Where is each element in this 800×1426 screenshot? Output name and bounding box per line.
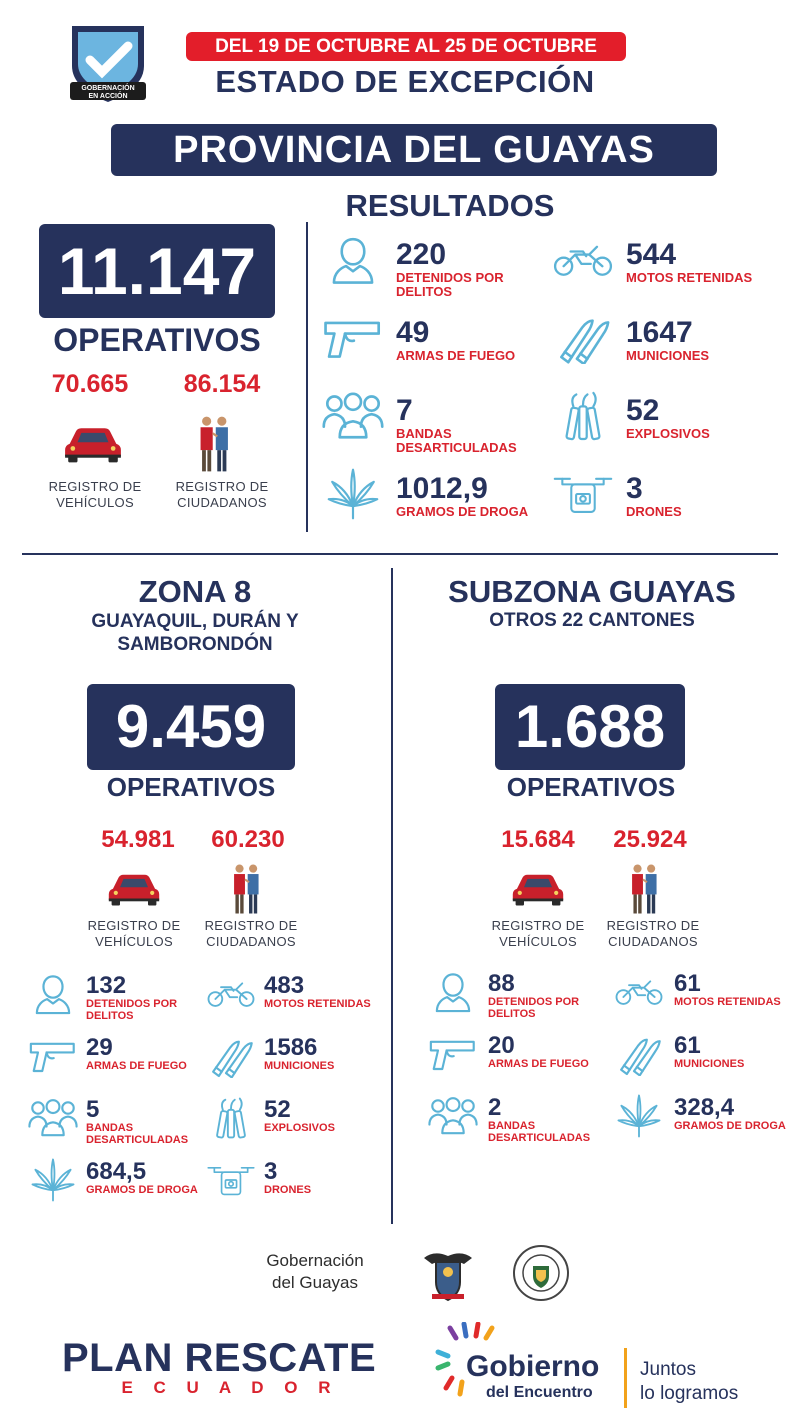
stat-label: BANDAS DESARTICULADAS — [86, 1122, 189, 1146]
stat-value: 5 — [86, 1096, 100, 1123]
stat-label: EXPLOSIVOS — [626, 426, 710, 441]
car-icon — [510, 866, 566, 910]
stat-value: 61 — [674, 1032, 701, 1059]
zone-divider — [391, 568, 393, 1224]
stat-label: EXPLOSIVOS — [264, 1122, 335, 1134]
zona8-operativos-value: 9.459 — [87, 684, 295, 770]
plan-rescate-title: PLAN RESCATE — [62, 1336, 377, 1380]
zona8-citizens-label: REGISTRO DE CIUDADANOS — [204, 918, 298, 949]
stat-value: 1012,9 — [396, 472, 488, 505]
dynamite-icon — [206, 1096, 256, 1140]
province-citizens-label: REGISTRO DE CIUDADANOS — [175, 479, 269, 510]
person-icon — [428, 970, 478, 1014]
province-operativos-value: 11.147 — [39, 224, 275, 318]
stat-label: MUNICIONES — [626, 348, 710, 363]
person-icon — [322, 234, 384, 286]
gobernacion-badge-logo — [64, 20, 152, 104]
juntos-line1: Juntos — [640, 1359, 696, 1380]
stat-value: 132 — [86, 972, 127, 999]
stat-label: ARMAS DE FUEGO — [396, 348, 516, 363]
stat-value: 684,5 — [86, 1158, 147, 1185]
page-title: ESTADO DE EXCEPCIÓN — [215, 64, 595, 99]
results-heading: RESULTADOS — [345, 188, 555, 223]
subzona-vehicles-value: 15.684 — [501, 826, 575, 853]
stat-value: 3 — [626, 472, 643, 505]
province-operativos-label: OPERATIVOS — [53, 322, 261, 358]
cannabis-icon — [322, 468, 384, 520]
footer-divider — [624, 1348, 627, 1408]
stat-value: 544 — [626, 238, 677, 271]
national-coat-of-arms-icon — [418, 1244, 478, 1304]
zona8-title: ZONA 8 — [138, 574, 252, 609]
stat-label: DETENIDOS POR DELITOS — [396, 270, 504, 299]
zona8-vehicles-value: 54.981 — [101, 826, 175, 853]
stat-value: 1586 — [264, 1034, 318, 1061]
svg-text:EN ACCIÓN: EN ACCIÓN — [88, 93, 128, 100]
province-vehicles-value: 70.665 — [51, 370, 129, 398]
car-icon — [62, 418, 124, 468]
gobernacion-line1: Gobernación — [266, 1251, 364, 1270]
stat-value: 49 — [396, 316, 430, 349]
bullets-icon — [206, 1034, 256, 1078]
province-vehicles-label: REGISTRO DE VEHÍCULOS — [48, 479, 142, 510]
gobierno-wordmark: Gobierno — [466, 1350, 600, 1383]
juntos-line2: lo logramos — [640, 1383, 739, 1404]
subzona-operativos-label: OPERATIVOS — [506, 772, 676, 802]
subzona-operativos-value: 1.688 — [495, 684, 685, 770]
svg-text:GOBERNACIÓN: GOBERNACIÓN — [81, 85, 135, 92]
stat-value: 1647 — [626, 316, 693, 349]
motorcycle-icon — [206, 972, 256, 1016]
stat-value: 3 — [264, 1158, 278, 1185]
zona8-vehicles-label: REGISTRO DE VEHÍCULOS — [87, 918, 181, 949]
stat-label: DETENIDOS POR DELITOS — [488, 996, 580, 1020]
stat-value: 29 — [86, 1034, 113, 1061]
plan-rescate-subtitle: E C U A D O R — [121, 1378, 339, 1397]
group-icon — [428, 1094, 478, 1138]
stat-label: DRONES — [264, 1184, 312, 1196]
vertical-divider — [306, 222, 308, 532]
province-citizens-value: 86.154 — [183, 370, 261, 398]
subzona-citizens-value: 25.924 — [613, 826, 687, 853]
stat-label: DRONES — [626, 504, 682, 519]
car-icon — [106, 866, 162, 910]
bullets-icon — [614, 1032, 664, 1076]
stat-label: BANDAS DESARTICULADAS — [488, 1120, 591, 1144]
stat-value: 7 — [396, 394, 413, 427]
gobernacion-line2: del Guayas — [272, 1273, 358, 1292]
stat-label: GRAMOS DE DROGA — [396, 504, 529, 519]
stat-label: MOTOS RETENIDAS — [264, 998, 371, 1010]
subzona-subtitle: OTROS 22 CANTONES — [489, 610, 695, 631]
juntos-slogan — [640, 1358, 780, 1406]
del-encuentro-wordmark: del Encuentro — [486, 1384, 593, 1401]
subzona-citizens-label: REGISTRO DE CIUDADANOS — [606, 918, 700, 949]
police-seal-icon — [512, 1244, 570, 1302]
subzona-vehicles-label: REGISTRO DE VEHÍCULOS — [491, 918, 585, 949]
bullets-icon — [552, 312, 614, 364]
gobernacion-footer-text — [240, 1250, 390, 1294]
dynamite-icon — [552, 390, 614, 442]
police-officers-icon — [230, 860, 264, 918]
stat-label: DETENIDOS POR DELITOS — [86, 998, 178, 1022]
stat-value: 483 — [264, 972, 305, 999]
stat-value: 88 — [488, 970, 515, 997]
stat-label: MUNICIONES — [264, 1060, 335, 1072]
zona8-operativos-label: OPERATIVOS — [106, 772, 276, 802]
police-officers-icon — [196, 412, 234, 476]
stat-value: 52 — [264, 1096, 291, 1123]
pistol-icon — [28, 1034, 78, 1078]
drone-icon — [552, 468, 614, 520]
stat-value: 2 — [488, 1094, 502, 1121]
stat-value: 52 — [626, 394, 660, 427]
stat-label: MOTOS RETENIDAS — [626, 270, 753, 285]
date-range-banner: DEL 19 DE OCTUBRE AL 25 DE OCTUBRE — [186, 32, 626, 61]
stat-label: ARMAS DE FUEGO — [488, 1058, 589, 1070]
stat-label: MUNICIONES — [674, 1058, 745, 1070]
pistol-icon — [428, 1032, 478, 1076]
motorcycle-icon — [552, 234, 614, 286]
stat-label: MOTOS RETENIDAS — [674, 996, 781, 1008]
province-banner: PROVINCIA DEL GUAYAS — [111, 124, 717, 176]
motorcycle-icon — [614, 970, 664, 1014]
stat-value: 20 — [488, 1032, 515, 1059]
stat-label: BANDAS DESARTICULADAS — [396, 426, 517, 455]
person-icon — [28, 972, 78, 1016]
pistol-icon — [322, 312, 384, 364]
stat-label: ARMAS DE FUEGO — [86, 1060, 187, 1072]
stat-value: 220 — [396, 238, 447, 271]
horizontal-divider — [22, 553, 778, 555]
group-icon — [28, 1096, 78, 1140]
stat-value: 61 — [674, 970, 701, 997]
zona8-subtitle: GUAYAQUIL, DURÁN Y SAMBORONDÓN — [91, 611, 299, 655]
drone-icon — [206, 1158, 256, 1202]
police-officers-icon — [628, 860, 662, 918]
group-icon — [322, 390, 384, 442]
zona8-citizens-value: 60.230 — [211, 826, 285, 853]
stat-label: GRAMOS DE DROGA — [86, 1184, 198, 1196]
subzona-title: SUBZONA GUAYAS — [448, 574, 736, 609]
cannabis-icon — [28, 1158, 78, 1202]
stat-label: GRAMOS DE DROGA — [674, 1120, 786, 1132]
cannabis-icon — [614, 1094, 664, 1138]
stat-value: 328,4 — [674, 1094, 735, 1121]
